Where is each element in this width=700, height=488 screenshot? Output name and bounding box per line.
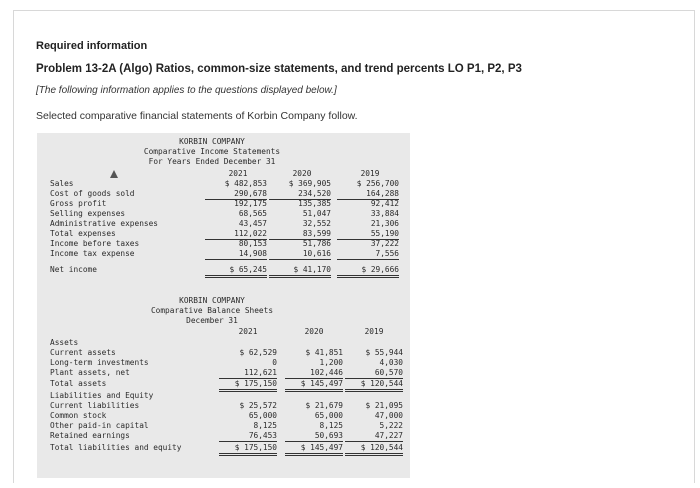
- asset-row-label: Total assets: [50, 379, 107, 388]
- liability-cell: $ 175,150: [219, 443, 277, 456]
- asset-cell: $ 62,529: [239, 348, 277, 357]
- liability-cell: 50,693: [285, 431, 343, 442]
- balance-sheet-title: Comparative Balance Sheets: [150, 306, 274, 315]
- income-cell: $ 41,170: [269, 265, 331, 278]
- income-cell: 32,552: [302, 219, 331, 228]
- income-cell: 80,153: [238, 239, 267, 248]
- liability-row-label: Other paid-in capital: [50, 421, 149, 430]
- income-cell: 135,385: [298, 199, 331, 208]
- asset-cell: $ 145,497: [285, 379, 343, 392]
- income-cell: $ 369,905: [288, 179, 331, 188]
- income-year-header: 2020: [292, 169, 312, 178]
- asset-cell: $ 41,851: [305, 348, 343, 357]
- income-cell: 290,678: [205, 189, 267, 200]
- income-cell: $ 65,245: [205, 265, 267, 278]
- income-cell: 51,047: [302, 209, 331, 218]
- liability-cell: 8,125: [319, 421, 343, 430]
- asset-cell: $ 120,544: [345, 379, 403, 392]
- asset-row-label: Current assets: [50, 348, 116, 357]
- income-cell: 192,175: [234, 199, 267, 208]
- income-cell: 21,306: [370, 219, 399, 228]
- income-cell: 43,457: [238, 219, 267, 228]
- asset-cell: 4,030: [379, 358, 403, 367]
- asset-cell: 0: [272, 358, 277, 367]
- income-cell: 68,565: [238, 209, 267, 218]
- income-cell: 112,022: [205, 229, 267, 240]
- asset-cell: $ 175,150: [219, 379, 277, 392]
- income-row-label: Income before taxes: [50, 239, 140, 248]
- balance-year-header: 2019: [364, 327, 384, 336]
- income-row-label: Total expenses: [50, 229, 116, 238]
- liability-cell: $ 25,572: [239, 401, 277, 410]
- income-statement-title: Comparative Income Statements: [143, 147, 281, 156]
- liability-cell: 76,453: [219, 431, 277, 442]
- income-row-label: Administrative expenses: [50, 219, 158, 228]
- liability-cell: 65,000: [248, 411, 277, 420]
- asset-cell: 112,621: [219, 368, 277, 379]
- income-row-label: Cost of goods sold: [50, 189, 135, 198]
- liability-cell: 65,000: [314, 411, 343, 420]
- income-cell: 37,222: [370, 239, 399, 248]
- liability-row-label: Common stock: [50, 411, 107, 420]
- balance-sheet-period: December 31: [186, 316, 238, 325]
- info-note: [The following information applies to the questions displayed below.]: [36, 85, 337, 96]
- liability-row-label: Total liabilities and equity: [50, 443, 182, 452]
- income-cell: 14,908: [205, 249, 267, 260]
- asset-cell: $ 55,944: [365, 348, 403, 357]
- income-cell: 7,556: [337, 249, 399, 260]
- income-cell: 164,288: [337, 189, 399, 200]
- income-row-label: Gross profit: [50, 199, 107, 208]
- liability-cell: 8,125: [253, 421, 277, 430]
- income-cell: 83,599: [269, 229, 331, 240]
- liability-row-label: Retained earnings: [50, 431, 130, 440]
- income-cell: 10,616: [269, 249, 331, 260]
- required-info-heading: Required information: [36, 40, 148, 52]
- asset-cell: 1,200: [319, 358, 343, 367]
- asset-cell: 102,446: [285, 368, 343, 379]
- asset-row-label: Plant assets, net: [50, 368, 130, 377]
- income-cell: $ 29,666: [337, 265, 399, 278]
- liability-cell: $ 145,497: [285, 443, 343, 456]
- income-company-name: KORBIN COMPANY: [179, 137, 245, 146]
- liability-cell: 47,227: [345, 431, 403, 442]
- income-cell: 33,884: [370, 209, 399, 218]
- mouse-cursor-icon: [110, 170, 118, 178]
- balance-company-name: KORBIN COMPANY: [179, 296, 245, 305]
- income-year-header: 2019: [360, 169, 380, 178]
- liability-cell: $ 120,544: [345, 443, 403, 456]
- liability-cell: 47,000: [374, 411, 403, 420]
- problem-title: Problem 13-2A (Algo) Ratios, common-size statements, and trend percents LO P1, P2, P3: [36, 63, 522, 75]
- intro-text: Selected comparative financial statements of Korbin Company follow.: [36, 110, 358, 122]
- income-row-label: Sales: [50, 179, 74, 188]
- liability-row-label: Current liabilities: [50, 401, 140, 410]
- income-statement-period: For Years Ended December 31: [148, 157, 276, 166]
- income-year-header: 2021: [228, 169, 248, 178]
- liability-cell: 5,222: [379, 421, 403, 430]
- balance-year-header: 2021: [238, 327, 258, 336]
- income-row-label: Net income: [50, 265, 97, 274]
- financial-statements-image: [37, 133, 410, 478]
- income-cell: 55,190: [337, 229, 399, 240]
- liability-cell: $ 21,095: [365, 401, 403, 410]
- assets-heading: Assets: [50, 338, 79, 347]
- liability-cell: $ 21,679: [305, 401, 343, 410]
- asset-cell: 60,570: [345, 368, 403, 379]
- income-row-label: Selling expenses: [50, 209, 126, 218]
- income-cell: 51,786: [302, 239, 331, 248]
- balance-year-header: 2020: [304, 327, 324, 336]
- asset-row-label: Long-term investments: [50, 358, 149, 367]
- income-cell: $ 256,700: [356, 179, 399, 188]
- income-cell: $ 482,853: [224, 179, 267, 188]
- liabilities-heading: Liabilities and Equity: [50, 391, 154, 400]
- income-cell: 234,520: [269, 189, 331, 200]
- income-row-label: Income tax expense: [50, 249, 135, 258]
- income-cell: 92,412: [370, 199, 399, 208]
